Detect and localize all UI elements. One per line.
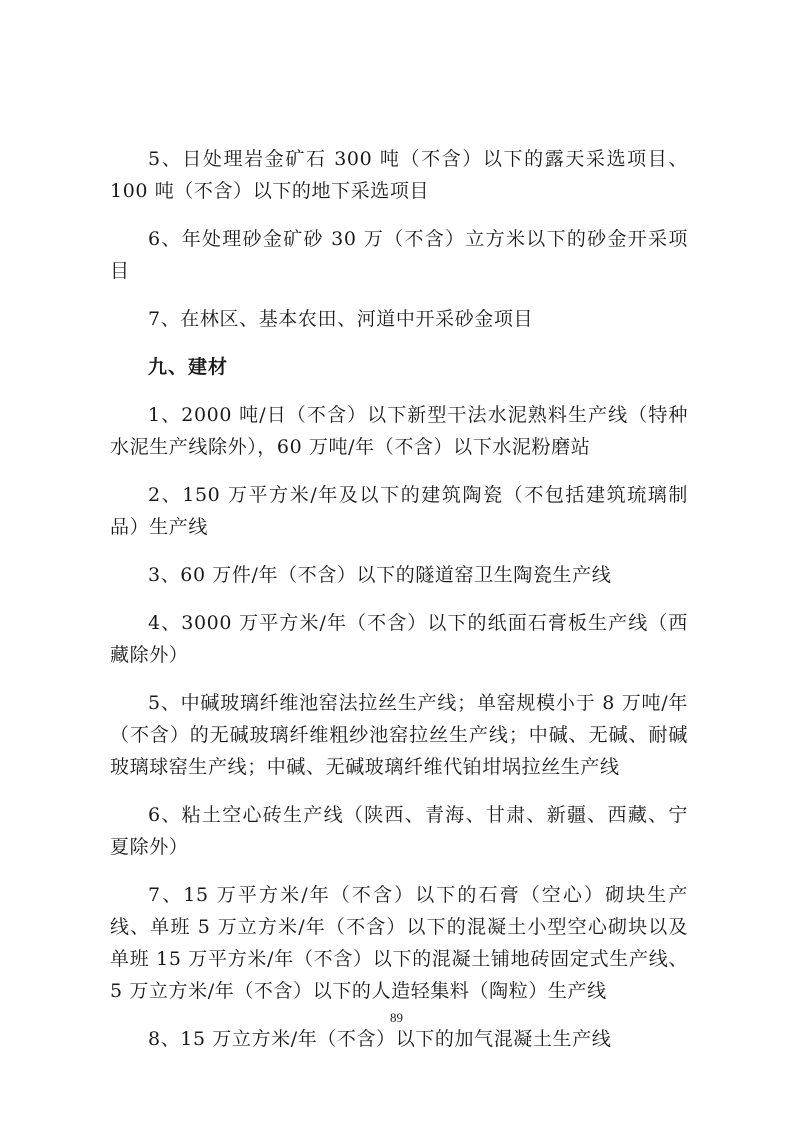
page-number: 89 — [390, 1010, 403, 1025]
paragraph-gypsum-block: 7、15 万平方米/年（不含）以下的石膏（空心）砌块生产线、单班 5 万立方米/年（不含）以下的混凝土小型空心砌块以及单班 15 万平方米/年（不含）以下的混凝土铺地砖固定式生产线、5 万立方米/年（不含）以下的人造轻集料（陶粒）生产线 — [110, 884, 688, 1002]
paragraph-clay-brick: 6、粘土空心砖生产线（陕西、青海、甘肃、新疆、西藏、宁夏除外） — [110, 804, 688, 858]
paragraph-building-ceramics: 2、150 万平方米/年及以下的建筑陶瓷（不包括建筑琉璃制品）生产线 — [110, 484, 688, 538]
paragraph-gold-river-mining: 7、在林区、基本农田、河道中开采砂金项目 — [148, 308, 534, 330]
document-body — [110, 143, 688, 1071]
paragraph-gold-sand-mining: 6、年处理砂金矿砂 30 万（不含）立方米以下的砂金开采项目 — [110, 228, 688, 282]
paragraph-sanitary-ceramics: 3、60 万件/年（不含）以下的隧道窑卫生陶瓷生产线 — [148, 564, 612, 586]
paragraph-aerated-concrete: 8、15 万立方米/年（不含）以下的加气混凝土生产线 — [148, 1028, 612, 1050]
paragraph-cement-clinker: 1、2000 吨/日（不含）以下新型干法水泥熟料生产线（特种水泥生产线除外），60 万吨/年（不含）以下水泥粉磨站 — [110, 404, 688, 458]
paragraph-glass-fiber: 5、中碱玻璃纤维池窑法拉丝生产线；单窑规模小于 8 万吨/年（不含）的无碱玻璃纤维粗纱池窑拉丝生产线；中碱、无碱、耐碱玻璃球窑生产线；中碱、无碱玻璃纤维代铂坩埚拉丝生产线 — [110, 692, 688, 778]
paragraph-gold-rock-mining: 5、日处理岩金矿石 300 吨（不含）以下的露天采选项目、100 吨（不含）以下的地下采选项目 — [110, 148, 688, 202]
section-heading-building-materials: 九、建材 — [148, 356, 229, 378]
paragraph-gypsum-board: 4、3000 万平方米/年（不含）以下的纸面石膏板生产线（西藏除外） — [110, 612, 688, 666]
